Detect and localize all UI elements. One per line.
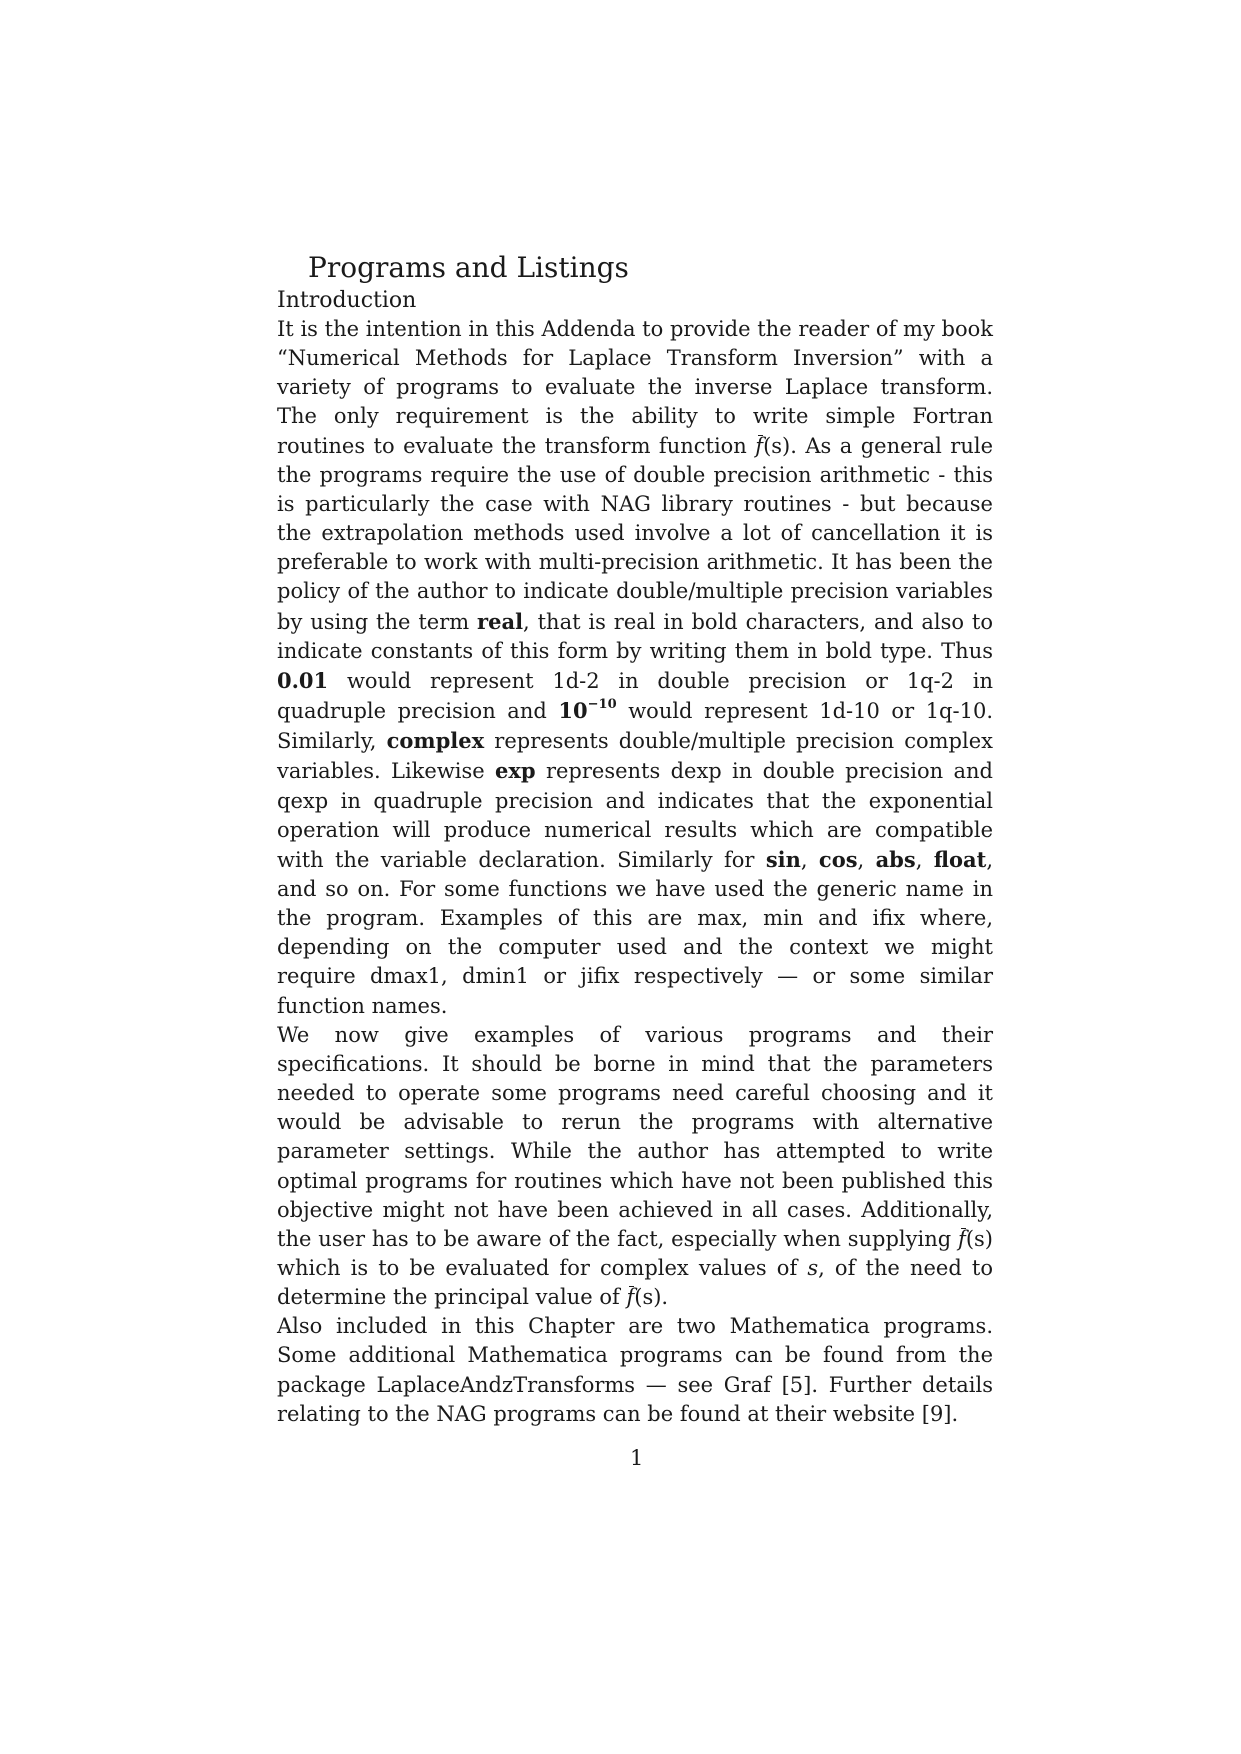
variable-s: s xyxy=(807,1256,819,1280)
bold-term-cos: cos xyxy=(818,846,858,872)
bold-term-complex: complex xyxy=(386,728,485,754)
f-bar-symbol: f xyxy=(626,1283,634,1312)
body-text xyxy=(277,315,993,1429)
bold-term-real: real xyxy=(477,608,524,634)
bold-term-abs: abs xyxy=(875,846,916,872)
bold-term-sin: sin xyxy=(765,846,801,872)
bold-constant-power: $10^{-10}$ xyxy=(558,697,617,724)
f-bar-symbol: f xyxy=(755,432,763,461)
exponent: −10 xyxy=(587,697,617,713)
bold-term-float: float xyxy=(933,846,987,872)
bold-constant: 0.01 xyxy=(277,667,329,693)
paragraph-2: We now give examples of various programs and their specifications. It should be borne in mind that the parameters needed to operate some programs need careful choosing and it would be advisable to rerun the programs with alternative parameter settings. While the author has attempted to write optimal programs for routines which have not been published this objective might not have been achieved in all cases. Additionally, the user has to be aware of the fact, especially when supplying f(s) which is to be evaluated for complex values of s, of the need to determine the principal value of f(s). xyxy=(277,1021,993,1313)
paragraph-3: Also included in this Chapter are two Mathematica programs. Some additional Mathematica programs can be found from the package LaplaceAndzTransforms — see Graf [5]. Further details relating to the NAG programs can be found at their website [9]. xyxy=(277,1314,993,1426)
paragraph-1: It is the intention in this Addenda to provide the reader of my book “Numerical Methods for Laplace Transform Inversion” with a variety of programs to evaluate the inverse Laplace transform. The only requirement is the ability to write simple Fortran routines to evaluate the transform function f(s). As a general rule the programs require the use of double precision arithmetic - this is particularly the case with NAG library routines - but because the extrapolation methods used involve a lot of cancellation it is preferable to work with multi-precision arithmetic. It has been the policy of the author to indicate double/multiple precision variables by using the term real, that is real in bold characters, and also to indicate constants of this form by writing them in bold type. Thus 0.01 would represent 1d-2 in double precision or 1q-2 in quadruple precision and $10^{-10}$ would represent 1d-10 or 1q-10. Similarly, complex represents double/multiple precision complex variables. Likewise exp represents dexp in double precision and qexp in quadruple precision and indicates that the exponential operation will produce numerical results which are compatible with the variable declaration. Similarly for sin, cos, abs, float, and so on. For some functions we have used the generic name in the program. Examples of this are max, min and ifix where, depending on the computer used and the context we might require dmax1, dmin1 or jifix respectively — or some similar function names. xyxy=(277,317,994,1018)
bold-term-exp: exp xyxy=(495,758,536,784)
f-bar-symbol: f xyxy=(958,1225,966,1254)
page-title: Programs and Listings xyxy=(308,251,629,284)
page-number: 1 xyxy=(630,1446,644,1470)
section-heading: Introduction xyxy=(277,288,417,313)
